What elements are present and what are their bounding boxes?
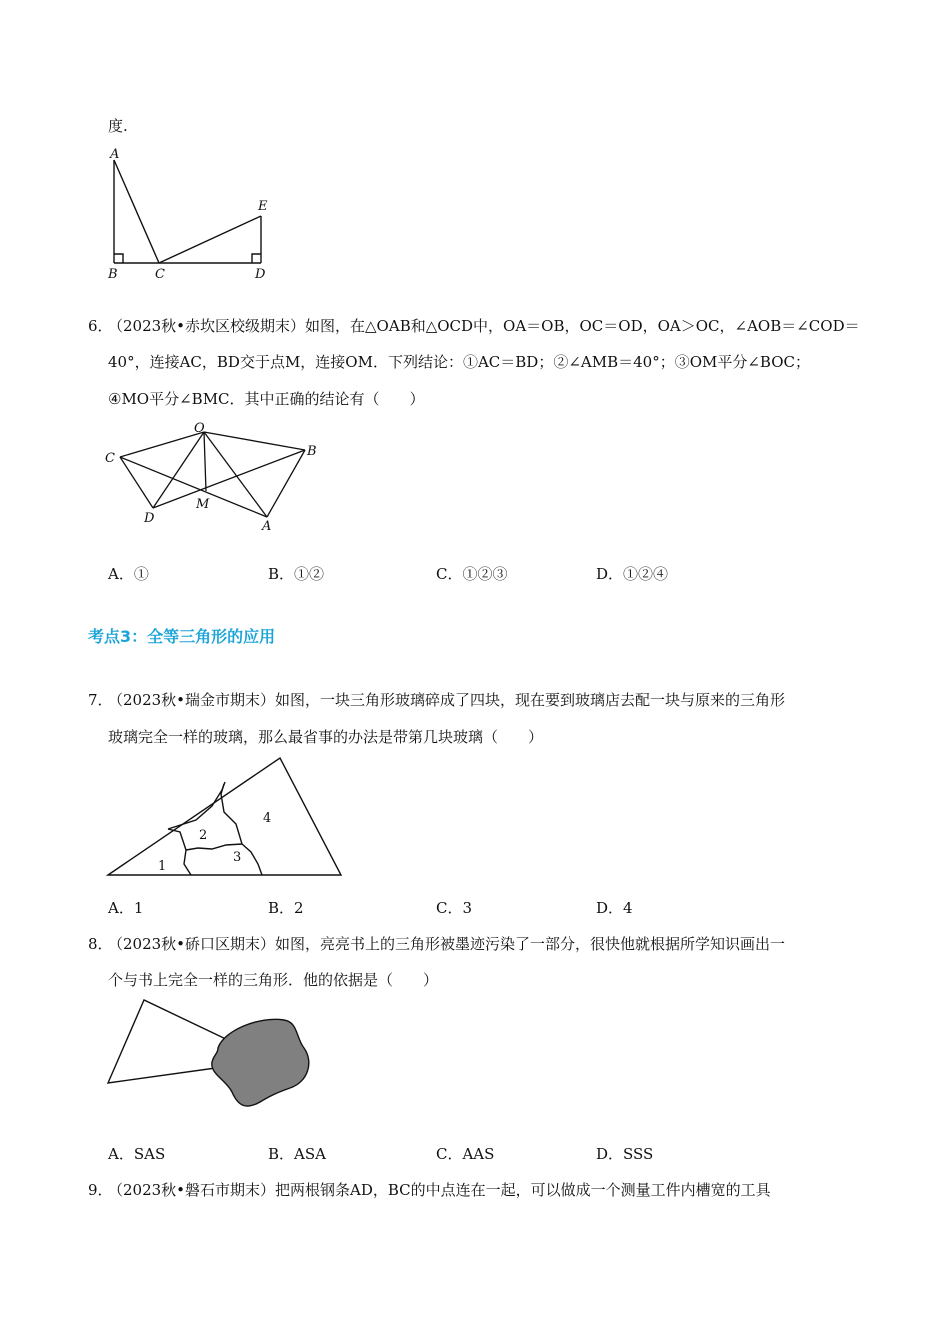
figure-q7 — [100, 754, 350, 880]
q7-option-c: C．3 — [436, 899, 473, 917]
q8-option-b: B．ASA — [268, 1145, 326, 1163]
q7-line2: 玻璃完全一样的玻璃，那么最省事的办法是带第几块玻璃（ ） — [108, 728, 544, 746]
figure-q6 — [100, 416, 330, 536]
q8-option-d: D．SSS — [596, 1145, 654, 1163]
fig6-label-b: B — [307, 444, 317, 459]
figure-q8 — [100, 996, 320, 1112]
fig5-label-a: A — [110, 147, 120, 162]
q8-option-a: A．SAS — [108, 1145, 166, 1163]
fig6-label-m: M — [196, 497, 210, 512]
prev-question-tail: 度. — [108, 117, 128, 135]
fig7-piece-4: 4 — [263, 811, 272, 826]
q6-number: 6． — [88, 317, 113, 335]
q6-option-d: D．①②④ — [596, 565, 669, 583]
fig5-label-c: C — [155, 267, 165, 282]
q6-line3: ④MO平分∠BMC．其中正确的结论有（ ） — [108, 390, 425, 408]
fig6-label-d: D — [144, 511, 155, 526]
q8-option-c: C．AAS — [436, 1145, 495, 1163]
fig6-label-o: O — [194, 421, 205, 436]
q7-option-d: D．4 — [596, 899, 633, 917]
ink-stain — [212, 1019, 309, 1106]
q8-number: 8． — [88, 935, 113, 953]
fig6-label-c: C — [105, 451, 115, 466]
q7-option-a: A．1 — [108, 899, 144, 917]
q7-line1: （2023秋•瑞金市期末）如图，一块三角形玻璃碎成了四块，现在要到玻璃店去配一块与原来的三角形 — [108, 691, 786, 709]
q9-line1: （2023秋•磐石市期末）把两根钢条AD，BC的中点连在一起，可以做成一个测量工件内槽宽的工具 — [108, 1181, 771, 1199]
section-heading-3: 考点3：全等三角形的应用 — [88, 627, 276, 646]
q6-option-b: B．①② — [268, 565, 325, 583]
q7-option-b: B．2 — [268, 899, 304, 917]
fig5-label-b: B — [108, 267, 118, 282]
fig7-piece-3: 3 — [233, 850, 242, 865]
q6-option-c: C．①②③ — [436, 565, 508, 583]
q6-line1: （2023秋•赤坎区校级期末）如图，在△OAB和△OCD中，OA＝OB，OC＝OD，OA＞OC，∠AOB＝∠COD＝ — [108, 317, 860, 335]
q7-number: 7． — [88, 691, 113, 709]
fig6-label-a: A — [262, 519, 272, 534]
q8-line1: （2023秋•硚口区期末）如图，亮亮书上的三角形被墨迹污染了一部分，很快他就根据所学知识画出一 — [108, 935, 786, 953]
q6-line2: 40°，连接AC，BD交于点M，连接OM．下列结论：①AC＝BD；②∠AMB＝40°；③OM平分∠BOC； — [108, 353, 810, 371]
q8-line2: 个与书上完全一样的三角形．他的依据是（ ） — [108, 971, 439, 989]
q9-number: 9． — [88, 1181, 113, 1199]
figure-q5 — [100, 142, 290, 282]
fig7-piece-1: 1 — [158, 859, 167, 874]
fig7-piece-2: 2 — [199, 828, 208, 843]
fig5-label-e: E — [258, 199, 268, 214]
q6-option-a: A．① — [108, 565, 149, 583]
fig5-label-d: D — [255, 267, 266, 282]
